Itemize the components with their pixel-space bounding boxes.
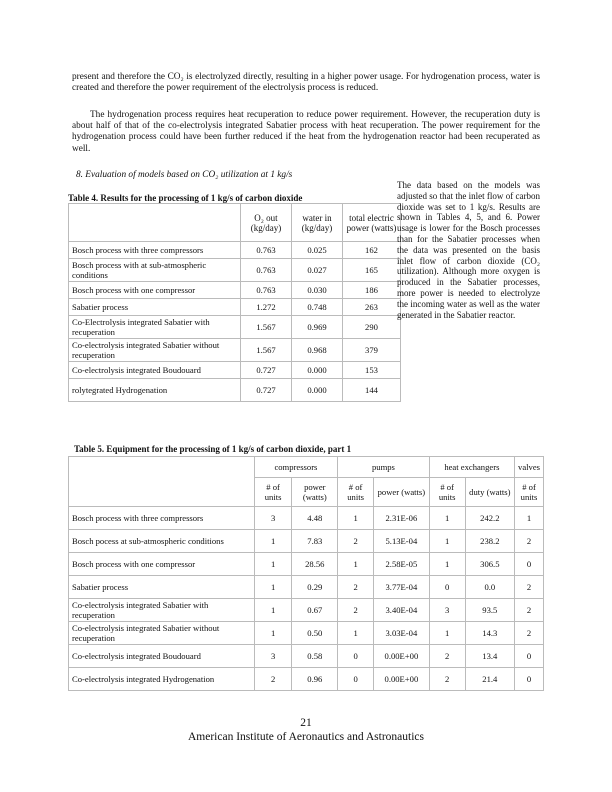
o2-value: 0.727	[241, 379, 292, 402]
table-row	[69, 316, 401, 339]
cell-value: 0.58	[292, 645, 338, 668]
o2-value: 1.272	[241, 299, 292, 316]
unit-header: # of units	[515, 478, 544, 507]
cell-value: 3	[429, 599, 465, 622]
cell-value: 0	[338, 645, 374, 668]
cell-value: 2	[515, 530, 544, 553]
cell-value: 0	[338, 668, 374, 691]
table5-caption: Table 5. Equipment for the processing of 1 kg/s of carbon dioxide, part 1	[74, 444, 352, 454]
cell-value: 1	[338, 553, 374, 576]
cell-value: 2.31E-06	[374, 507, 430, 530]
group-compressors: compressors	[254, 457, 337, 478]
row-name: Co-electrolysis integrated Boudouard	[69, 645, 255, 668]
cell-value: 2	[254, 668, 292, 691]
row-name: Sabatier process	[69, 576, 255, 599]
row-name: Bosch process with three compressors	[69, 507, 255, 530]
group-pumps: pumps	[338, 457, 430, 478]
cell-value: 2	[515, 599, 544, 622]
table-row	[69, 668, 544, 691]
cell-value: 0	[515, 553, 544, 576]
cell-value: 3.40E-04	[374, 599, 430, 622]
cell-value: 13.4	[465, 645, 514, 668]
table-row	[69, 622, 544, 645]
row-name: Bosch pocess at sub-atmospheric conditions	[69, 530, 255, 553]
o2-value: 0.763	[241, 242, 292, 259]
cell-value: 2	[338, 530, 374, 553]
cell-value: 2	[338, 599, 374, 622]
unit-header: # of units	[338, 478, 374, 507]
cell-value: 1	[429, 553, 465, 576]
cell-value: 5.13E-04	[374, 530, 430, 553]
row-name: Co-electrolysis integrated Hydrogenation	[69, 668, 255, 691]
power-value: 153	[343, 362, 401, 379]
power-value: 144	[343, 379, 401, 402]
table-row	[69, 553, 544, 576]
cell-value: 0	[429, 576, 465, 599]
table-row	[69, 599, 544, 622]
cell-value: 7.83	[292, 530, 338, 553]
cell-value: 1	[338, 507, 374, 530]
table5	[68, 456, 544, 691]
cell-value: 2	[429, 645, 465, 668]
table5-body	[69, 507, 544, 691]
power-value: 165	[343, 259, 401, 282]
table-row	[69, 362, 401, 379]
cell-value: 0.0	[465, 576, 514, 599]
table-row	[69, 242, 401, 259]
cell-value: 0.67	[292, 599, 338, 622]
table4-caption: Table 4. Results for the processing of 1 kg/s of carbon dioxide	[68, 193, 303, 203]
water-value: 0.968	[292, 339, 343, 362]
group-heat-exchangers: heat exchangers	[429, 457, 514, 478]
unit-header: duty (watts)	[465, 478, 514, 507]
water-value: 0.025	[292, 242, 343, 259]
cell-value: 3.77E-04	[374, 576, 430, 599]
cell-value: 3	[254, 645, 292, 668]
table4-header-water: water in (kg/day)	[292, 204, 343, 242]
cell-value: 3	[254, 507, 292, 530]
cell-value: 1	[254, 553, 292, 576]
cell-value: 93.5	[465, 599, 514, 622]
group-valves: valves	[515, 457, 544, 478]
cell-value: 0.00E+00	[374, 645, 430, 668]
cell-value: 14.3	[465, 622, 514, 645]
cell-value: 1	[515, 507, 544, 530]
cell-value: 1	[254, 622, 292, 645]
table4-header-blank	[69, 204, 241, 242]
cell-value: 3.03E-04	[374, 622, 430, 645]
table-row	[69, 530, 544, 553]
row-name: Co-electrolysis integrated Sabatier without recuperation	[69, 339, 241, 362]
power-value: 379	[343, 339, 401, 362]
cell-value: 242.2	[465, 507, 514, 530]
side-text: The data based on the models was adjusted so that the inlet flow of carbon dioxide was set to 1 kg/s. Results are shown in Tables 4, 5, and 6. Power usage is lower for the Bosch processes than for the Sabatier processes when the data was presented on the basis inlet flow of carbon dioxide (CO₂ utilization). Although more oxygen is produced in the Sabatier processes, more power is needed to electrolyze the incoming water as well as the water generated in the Sabatier reactor.	[397, 180, 540, 320]
cell-value: 1	[254, 530, 292, 553]
cell-value: 1	[429, 530, 465, 553]
cell-value: 4.48	[292, 507, 338, 530]
cell-value: 0	[515, 668, 544, 691]
o2-value: 1.567	[241, 316, 292, 339]
power-value: 186	[343, 282, 401, 299]
table-row	[69, 645, 544, 668]
row-name: Bosch process with one compressor	[69, 553, 255, 576]
table-row	[69, 576, 544, 599]
cell-value: 0	[515, 645, 544, 668]
row-name: Co-electrolysis integrated Sabatier with recuperation	[69, 599, 255, 622]
cell-value: 1	[429, 622, 465, 645]
water-value: 0.000	[292, 362, 343, 379]
row-name: Bosch process with three compressors	[69, 242, 241, 259]
paragraph-hydrogenation: The hydrogenation process requires heat recuperation to reduce power requirement. However, the recuperation duty is about half of that of the co-electrolysis integrated Sabatier process with heat recuperation. The power requirement for the hydrogenation process could have been further reduced if the heat from the hydrogenation reactor had been recuperated as well.	[72, 110, 540, 154]
row-name: Co-Electrolysis integrated Sabatier with recuperation	[69, 316, 241, 339]
o2-value: 0.763	[241, 259, 292, 282]
o2-value: 0.763	[241, 282, 292, 299]
table-row	[69, 339, 401, 362]
row-name: Sabatier process	[69, 299, 241, 316]
water-value: 0.027	[292, 259, 343, 282]
section-heading: 8. Evaluation of models based on CO₂ utilization at 1 kg/s	[76, 170, 293, 180]
paragraph-continuation: present and therefore the CO₂ is electrolyzed directly, resulting in a higher power usage. For hydrogenation process, water is created and therefore the power requirement of the electrolysis process is reduced.	[72, 72, 540, 94]
cell-value: 1	[254, 576, 292, 599]
table-row	[69, 507, 544, 530]
row-name: Bosch process with one compressor	[69, 282, 241, 299]
cell-value: 1	[338, 622, 374, 645]
cell-value: 0.29	[292, 576, 338, 599]
power-value: 290	[343, 316, 401, 339]
cell-value: 0.96	[292, 668, 338, 691]
cell-value: 21.4	[465, 668, 514, 691]
water-value: 0.030	[292, 282, 343, 299]
cell-value: 1	[254, 599, 292, 622]
unit-header: # of units	[429, 478, 465, 507]
water-value: 0.000	[292, 379, 343, 402]
cell-value: 2	[515, 622, 544, 645]
table-row	[69, 379, 401, 402]
row-name: rolytegrated Hydrogenation	[69, 379, 241, 402]
row-name: Co-electrolysis integrated Boudouard	[69, 362, 241, 379]
footer: American Institute of Aeronautics and Astronautics	[187, 731, 424, 743]
row-name: Bosch process with at sub-atmospheric conditions	[69, 259, 241, 282]
o2-value: 1.567	[241, 339, 292, 362]
o2-value: 0.727	[241, 362, 292, 379]
table4	[68, 203, 401, 402]
table4-header-power: total electric power (watts)	[343, 204, 401, 242]
unit-header: power (watts)	[292, 478, 338, 507]
cell-value: 2	[515, 576, 544, 599]
cell-value: 0.00E+00	[374, 668, 430, 691]
power-value: 162	[343, 242, 401, 259]
water-value: 0.969	[292, 316, 343, 339]
cell-value: 2.58E-05	[374, 553, 430, 576]
cell-value: 0.50	[292, 622, 338, 645]
cell-value: 28.56	[292, 553, 338, 576]
table-row	[69, 259, 401, 282]
cell-value: 2	[338, 576, 374, 599]
unit-header: power (watts)	[374, 478, 430, 507]
table-row	[69, 282, 401, 299]
table4-header-o2: O₂ out (kg/day)	[241, 204, 292, 242]
page-number: 21	[300, 717, 312, 729]
table-row	[69, 299, 401, 316]
water-value: 0.748	[292, 299, 343, 316]
cell-value: 1	[429, 507, 465, 530]
cell-value: 238.2	[465, 530, 514, 553]
table5-header-blank	[69, 457, 255, 507]
row-name: Co-electrolysis integrated Sabatier without recuperation	[69, 622, 255, 645]
unit-header: # of units	[254, 478, 292, 507]
cell-value: 2	[429, 668, 465, 691]
power-value: 263	[343, 299, 401, 316]
cell-value: 306.5	[465, 553, 514, 576]
